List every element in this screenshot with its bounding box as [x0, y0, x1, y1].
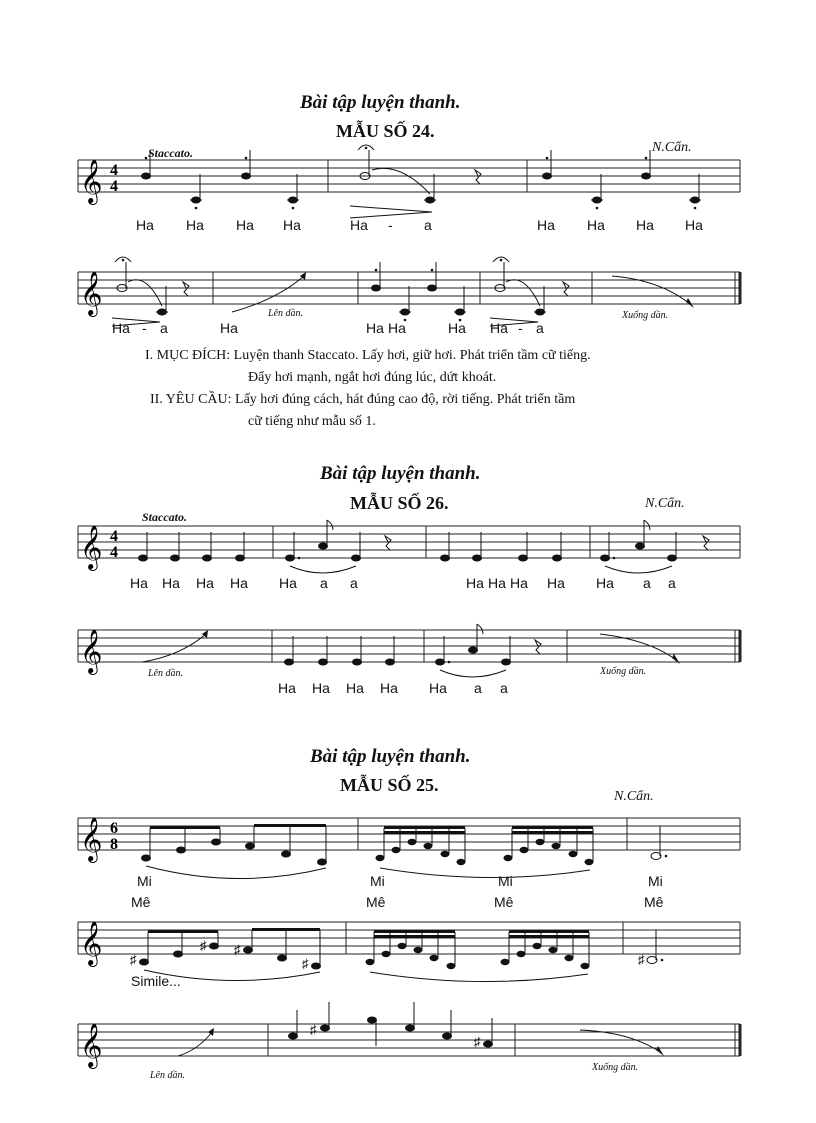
ex3-lyric-mi: Mi — [370, 873, 385, 889]
svg-text:♯: ♯ — [200, 938, 207, 953]
ex3-lyric-me: Mê — [131, 894, 151, 910]
ex3-descending-label: Xuống dần. — [592, 1062, 639, 1073]
ex1-lyric: Ha — [587, 217, 605, 233]
ex1-lyric: Ha — [350, 217, 368, 233]
ex2-title: Bài tập luyện thanh. — [320, 463, 481, 484]
ex3-number: MẪU SỐ 25. — [340, 775, 439, 795]
treble-clef-icon: 𝄞 — [80, 159, 103, 203]
ex3-title: Bài tập luyện thanh. — [310, 746, 471, 767]
svg-text:♯: ♯ — [310, 1022, 317, 1037]
ex1-ascending-label: Lên dần. — [268, 308, 303, 319]
ex1-lyric: Ha — [136, 217, 154, 233]
treble-clef-icon: 𝄞 — [80, 271, 103, 315]
ex2-lyric: Ha — [230, 575, 248, 591]
svg-text:4: 4 — [110, 162, 118, 179]
ex1-lyric: a — [424, 217, 432, 233]
ex2-staccato-marking: Staccato. — [142, 510, 187, 524]
ex2-lyric: Ha — [279, 575, 297, 591]
ex3-lyric-mi: Mi — [137, 873, 152, 889]
ex1-staccato-marking: Staccato. — [148, 146, 193, 160]
ex2-lyric: a — [320, 575, 328, 591]
svg-text:4: 4 — [110, 544, 118, 561]
ex1-lyric: Ha — [685, 217, 703, 233]
ex3-composer: N.Cẩn. — [614, 789, 654, 804]
purpose-line-2: Đẩy hơi mạnh, ngắt hơi đúng lúc, dứt khoát. — [248, 370, 497, 385]
ex2-lyric: Ha — [162, 575, 180, 591]
ex2-composer: N.Cẩn. — [645, 496, 685, 511]
svg-text:6: 6 — [110, 820, 118, 837]
svg-text:♯: ♯ — [474, 1034, 481, 1049]
ex1-lyric: Ha — [186, 217, 204, 233]
svg-text:4: 4 — [110, 528, 118, 545]
ex2-lyric: Ha — [547, 575, 565, 591]
requirement-line-1: II. YÊU CẦU: Lấy hơi đúng cách, hát đúng cao độ, rời tiếng. Phát triển tầm — [150, 392, 576, 407]
ex1-lyric: - — [388, 217, 393, 233]
ex2-lyric: Ha — [429, 680, 447, 696]
ex1-lyric: - — [142, 320, 147, 336]
ex1-lyric: - — [518, 320, 523, 336]
treble-clef-icon: 𝄞 — [80, 817, 103, 861]
ex1-composer: N.Cẩn. — [652, 140, 692, 155]
ex1-lyric: Ha — [448, 320, 466, 336]
ex1-lyric: Ha — [236, 217, 254, 233]
ex3-lyric-me: Mê — [494, 894, 514, 910]
ex1-lyric: Ha — [388, 320, 406, 336]
ex2-lyric: a — [350, 575, 358, 591]
ex1-lyric: Ha — [366, 320, 384, 336]
ex3-lyric-me: Mê — [366, 894, 386, 910]
treble-clef-icon: 𝄞 — [80, 629, 103, 673]
ex2-lyric: Ha — [466, 575, 484, 591]
ex2-lyric: Ha — [278, 680, 296, 696]
svg-text:8: 8 — [110, 836, 118, 853]
svg-text:♯: ♯ — [130, 952, 137, 967]
ex2-lyric: Ha — [196, 575, 214, 591]
requirement-line-2: cữ tiếng như mẫu số 1. — [248, 414, 376, 429]
ex1-lyric: Ha — [636, 217, 654, 233]
ex2-lyric: Ha — [596, 575, 614, 591]
ex2-lyric: Ha — [488, 575, 506, 591]
ex1-lyric: Ha — [283, 217, 301, 233]
ex1-descending-label: Xuống dần. — [622, 310, 669, 321]
ex1-lyric: Ha — [490, 320, 508, 336]
ex2-lyric: Ha — [130, 575, 148, 591]
ex2-lyric: Ha — [380, 680, 398, 696]
svg-text:♯: ♯ — [638, 952, 645, 967]
ex2-lyric: Ha — [510, 575, 528, 591]
treble-clef-icon: 𝄞 — [80, 1023, 103, 1067]
ex2-lyric: a — [500, 680, 508, 696]
ex1-number: MẪU SỐ 24. — [336, 121, 435, 141]
purpose-line-1: I. MỤC ĐÍCH: Luyện thanh Staccato. Lấy hơi, giữ hơi. Phát triển tầm cữ tiếng. — [145, 348, 591, 363]
ex2-number: MẪU SỐ 26. — [350, 493, 449, 513]
svg-text:♯: ♯ — [234, 942, 241, 957]
ex2-lyric: Ha — [312, 680, 330, 696]
ex2-ascending-label: Lên dần. — [148, 668, 183, 679]
svg-text:♯: ♯ — [302, 956, 309, 971]
ex2-descending-label: Xuống dần. — [600, 666, 647, 677]
ex3-ascending-label: Lên dần. — [150, 1070, 185, 1081]
ex2-lyric: a — [474, 680, 482, 696]
ex1-lyric: a — [160, 320, 168, 336]
ex1-lyric: Ha — [537, 217, 555, 233]
ex3-lyric-mi: Mi — [648, 873, 663, 889]
svg-text:4: 4 — [110, 178, 118, 195]
ex3-lyric-me: Mê — [644, 894, 664, 910]
ex3-simile: Simile... — [131, 973, 181, 989]
ex1-title: Bài tập luyện thanh. — [300, 92, 461, 113]
ex1-lyric: Ha — [112, 320, 130, 336]
ex1-lyric: a — [536, 320, 544, 336]
ex3-lyric-mi: Mi — [498, 873, 513, 889]
ex1-lyric: Ha — [220, 320, 238, 336]
ex2-lyric: a — [643, 575, 651, 591]
ex2-lyric: Ha — [346, 680, 364, 696]
treble-clef-icon: 𝄞 — [80, 525, 103, 569]
treble-clef-icon: 𝄞 — [80, 921, 103, 965]
ex2-lyric: a — [668, 575, 676, 591]
